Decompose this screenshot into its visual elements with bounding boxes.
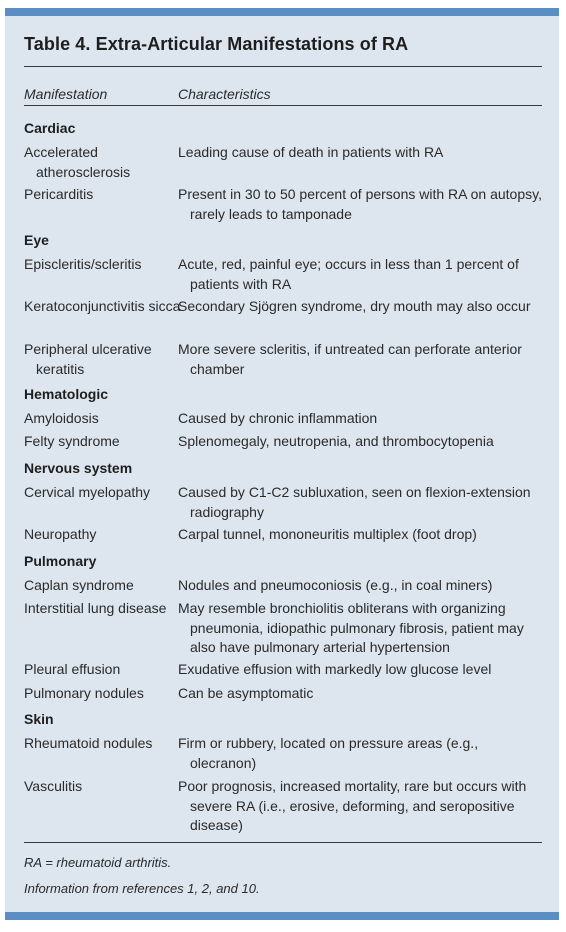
manifestation-cell: Accelerated atherosclerosis [24, 144, 131, 180]
characteristics-cell: Secondary Sjögren syndrome, dry mouth may also occur [178, 298, 531, 314]
characteristics-cell: Caused by C1-C2 subluxation, seen on flexion-extension radiography [178, 484, 531, 520]
manifestation-cell: Amyloidosis [24, 410, 99, 426]
characteristics-cell: May resemble bronchiolitis obliterans with organizing pneumonia, idiopathic pulmonary fibrosis, patient may also have pulmonary arterial hypertension [178, 600, 524, 655]
manifestation-cell: Vasculitis [24, 778, 83, 794]
section-heading-pulmonary: Pulmonary [24, 553, 97, 569]
characteristics-cell: Caused by chronic inflammation [178, 410, 378, 426]
characteristics-cell: Carpal tunnel, mononeuritis multiplex (foot drop) [178, 526, 477, 542]
manifestation-cell: Caplan syndrome [24, 577, 134, 593]
characteristics-cell: Splenomegaly, neutropenia, and thrombocytopenia [178, 433, 494, 449]
characteristics-cell: Poor prognosis, increased mortality, rare but occurs with severe RA (i.e., erosive, deforming, and seropositive disease) [178, 778, 527, 833]
top-accent-bar [5, 8, 559, 16]
characteristics-cell: Present in 30 to 50 percent of persons with RA on autopsy, rarely leads to tamponade [178, 186, 542, 222]
bottom-accent-bar [5, 912, 559, 920]
section-heading-nervous-system: Nervous system [24, 460, 133, 476]
manifestation-cell: Keratoconjunctivitis sicca [24, 298, 181, 314]
characteristics-cell: More severe scleritis, if untreated can perforate anterior chamber [178, 341, 522, 377]
manifestation-cell: Pulmonary nodules [24, 685, 144, 701]
manifestation-cell: Felty syndrome [24, 433, 120, 449]
table-title: Table 4. Extra-Articular Manifestations of RA [24, 34, 409, 54]
manifestation-cell: Episcleritis/scleritis [24, 256, 142, 272]
characteristics-cell: Can be asymptomatic [178, 685, 314, 701]
column-header-manifestation: Manifestation [24, 86, 108, 102]
section-heading-cardiac: Cardiac [24, 120, 76, 136]
manifestation-cell: Interstitial lung disease [24, 600, 167, 616]
manifestation-cell: Pleural effusion [24, 661, 121, 677]
characteristics-cell: Nodules and pneumoconiosis (e.g., in coal miners) [178, 577, 493, 593]
footer-rule [24, 842, 542, 843]
section-heading-hematologic: Hematologic [24, 386, 109, 402]
section-heading-skin: Skin [24, 711, 54, 727]
characteristics-cell: Acute, red, painful eye; occurs in less than 1 percent of patients with RA [178, 256, 519, 292]
column-header-characteristics: Characteristics [178, 86, 271, 102]
manifestation-cell: Neuropathy [24, 526, 97, 542]
characteristics-cell: Exudative effusion with markedly low glucose level [178, 661, 492, 677]
manifestation-cell: Cervical myelopathy [24, 484, 151, 500]
title-rule [24, 66, 542, 67]
section-heading-eye: Eye [24, 232, 49, 248]
characteristics-cell: Leading cause of death in patients with RA [178, 144, 444, 160]
footnote-abbreviation: RA = rheumatoid arthritis. [24, 855, 172, 870]
manifestation-cell: Peripheral ulcerative keratitis [24, 341, 152, 377]
manifestation-cell: Pericarditis [24, 186, 94, 202]
characteristics-cell: Firm or rubbery, located on pressure areas (e.g., olecranon) [178, 735, 479, 771]
footnote-source: Information from references 1, 2, and 10. [24, 881, 260, 896]
manifestation-cell: Rheumatoid nodules [24, 735, 153, 751]
header-rule [24, 105, 542, 106]
